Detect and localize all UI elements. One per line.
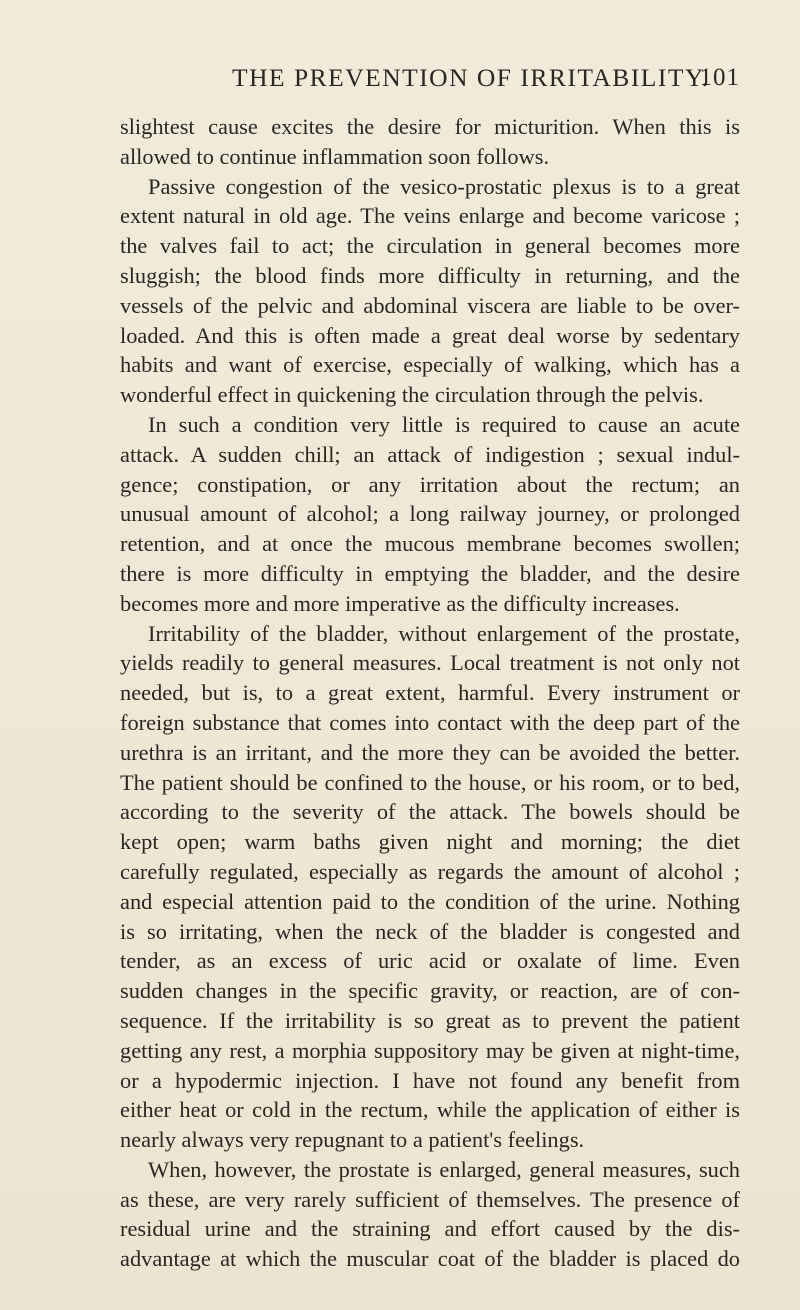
- text-line: and especial attention paid to the condition of the urine. Nothing: [120, 888, 740, 914]
- text-line: sequence. If the irritability is so great as to prevent the patient: [120, 1007, 740, 1033]
- text-line: advantage at which the muscular coat of the bladder is placed do: [120, 1246, 740, 1272]
- text-line: there is more difficulty in emptying the bladder, and the desire: [120, 560, 740, 586]
- running-title: THE PREVENTION OF IRRITABILITY.: [232, 63, 710, 92]
- text-line: kept open; warm baths given night and morning; the diet: [120, 829, 740, 855]
- paragraph: [120, 1155, 740, 1274]
- text-line: unusual amount of alcohol; a long railway journey, or prolonged: [120, 501, 740, 527]
- text-line: In such a condition very little is required to cause an acute: [148, 411, 740, 437]
- text-line: tender, as an excess of uric acid or oxalate of lime. Even: [120, 948, 740, 974]
- paragraph: [120, 619, 740, 1155]
- text-line: becomes more and more imperative as the difficulty increases.: [120, 590, 680, 616]
- text-line: extent natural in old age. The veins enlarge and become varicose ;: [120, 203, 740, 229]
- text-line: The patient should be confined to the house, or his room, or to bed,: [120, 769, 740, 795]
- text-line: nearly always very repugnant to a patient's feelings.: [120, 1127, 585, 1153]
- text-line: yields readily to general measures. Local treatment is not only not: [120, 650, 740, 676]
- text-line: urethra is an irritant, and the more they can be avoided the better.: [120, 739, 740, 765]
- text-line: retention, and at once the mucous membrane becomes swollen;: [120, 531, 740, 557]
- text-line: either heat or cold in the rectum, while the application of either is: [120, 1097, 740, 1123]
- text-line: gence; constipation, or any irritation about the rectum; an: [120, 471, 740, 497]
- text-line: habits and want of exercise, especially of walking, which has a: [120, 352, 740, 378]
- text-line: foreign substance that comes into contact with the deep part of the: [120, 709, 740, 735]
- text-line: residual urine and the straining and effort caused by the dis-: [120, 1216, 740, 1242]
- text-line: Passive congestion of the vesico-prostatic plexus is to a great: [148, 173, 740, 199]
- text-line: carefully regulated, especially as regards the amount of alcohol ;: [120, 858, 740, 884]
- text-line: When, however, the prostate is enlarged, general measures, such: [148, 1156, 740, 1182]
- paragraph: [120, 410, 740, 619]
- text-line: sudden changes in the specific gravity, or reaction, are of con-: [120, 978, 740, 1004]
- text-line: according to the severity of the attack. The bowels should be: [120, 799, 740, 825]
- text-line: needed, but is, to a great extent, harmful. Every instrument or: [120, 680, 740, 706]
- text-line: as these, are very rarely sufficient of themselves. The presence of: [120, 1186, 740, 1212]
- text-line: allowed to continue inflammation soon follows.: [120, 143, 550, 169]
- text-line: is so irritating, when the neck of the bladder is congested and: [120, 918, 740, 944]
- running-head: [120, 58, 740, 98]
- text-line: sluggish; the blood finds more difficulty in returning, and the: [120, 262, 740, 288]
- text-line: the valves fail to act; the circulation in general becomes more: [120, 233, 740, 259]
- paragraph: [120, 172, 740, 410]
- text-line: Irritability of the bladder, without enlargement of the prostate,: [148, 620, 740, 646]
- page-number: 101: [699, 64, 740, 91]
- text-line: wonderful effect in quickening the circulation through the pelvis.: [120, 382, 704, 408]
- text-line: getting any rest, a morphia suppository may be given at night-time,: [120, 1037, 740, 1063]
- text-line: vessels of the pelvic and abdominal viscera are liable to be over-: [120, 292, 740, 318]
- body-text: [120, 112, 740, 1274]
- text-line: loaded. And this is often made a great deal worse by sedentary: [120, 322, 740, 348]
- text-line: attack. A sudden chill; an attack of indigestion ; sexual indul-: [120, 441, 740, 467]
- text-line: slightest cause excites the desire for micturition. When this is: [120, 114, 740, 139]
- paragraph: [120, 112, 740, 172]
- text-line: or a hypodermic injection. I have not found any benefit from: [120, 1067, 740, 1093]
